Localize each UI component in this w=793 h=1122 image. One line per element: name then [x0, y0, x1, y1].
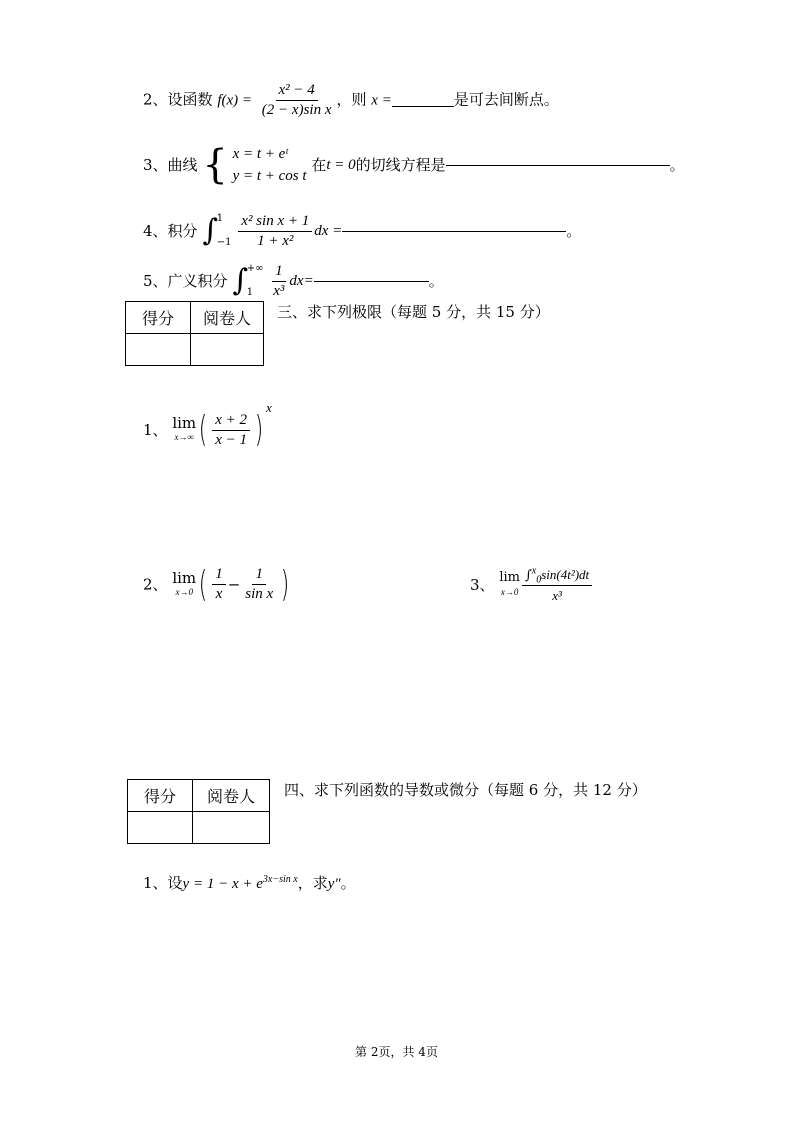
- q4-numerator: x² sin x + 1: [238, 213, 312, 232]
- p2-a-denominator: x: [215, 586, 223, 602]
- p1-number: 1、: [143, 421, 168, 439]
- small-integral-sign: ∫: [524, 568, 532, 583]
- q4-number: 4、积分: [143, 222, 198, 240]
- q4-upper-limit: 1: [216, 213, 224, 224]
- lim-subscript: x→∞: [174, 432, 194, 442]
- q5-answer-blank[interactable]: [314, 281, 429, 282]
- right-paren: ): [254, 409, 264, 450]
- question-2: [143, 82, 559, 119]
- p1-fraction: [212, 412, 250, 449]
- p2-number: 2、: [143, 575, 168, 594]
- limit-problem-3: [470, 566, 594, 604]
- q4-denominator: 1 + x²: [257, 232, 294, 249]
- score-cell[interactable]: [128, 812, 193, 844]
- q3-eq1: x = t + eᵗ: [232, 146, 288, 162]
- q2-answer-blank[interactable]: [392, 106, 454, 107]
- p2-fraction-b: [242, 566, 276, 603]
- p3-int-lower: 0: [536, 574, 542, 586]
- q5-lower-limit: 1: [246, 287, 254, 298]
- q2-x-equals: x =: [371, 92, 392, 109]
- q3-answer-blank[interactable]: [446, 165, 670, 166]
- score-header: 得分: [128, 780, 193, 812]
- q2-numerator: x² − 4: [276, 82, 318, 101]
- score-cell[interactable]: [126, 334, 191, 366]
- lim-label: lim: [172, 568, 197, 587]
- q2-number: 2、设函数: [143, 90, 213, 109]
- p2-minus: −: [227, 575, 241, 594]
- q5-limits: [247, 262, 264, 300]
- left-paren: (: [198, 563, 208, 605]
- p1-numerator: x + 2: [212, 412, 250, 431]
- p3-number: 3、: [470, 576, 495, 594]
- q4-fraction: [238, 213, 312, 250]
- s4p1-end: 。: [340, 874, 356, 892]
- s4p1-tail: ，求: [297, 874, 328, 892]
- q4-lower-limit: −1: [216, 237, 232, 248]
- q5-upper-limit: +∞: [246, 263, 264, 274]
- reviewer-header: 阅卷人: [193, 780, 270, 812]
- reviewer-cell[interactable]: [193, 812, 270, 844]
- limit-problem-2: [143, 563, 292, 605]
- s4p1-number: 1、设: [143, 874, 183, 892]
- question-3: [143, 143, 685, 187]
- q3-end: 。: [669, 156, 685, 174]
- p3-numerator: [522, 566, 592, 586]
- p1-limit: [172, 416, 196, 444]
- q5-dx: dx=: [289, 273, 314, 289]
- q2-mid: ，则: [336, 90, 367, 109]
- left-paren: (: [198, 409, 208, 450]
- reviewer-header: 阅卷人: [191, 302, 264, 334]
- section4-title: 四、求下列函数的导数或微分（每题 6 分，共 12 分）: [284, 781, 647, 799]
- q3-number: 3、曲线: [143, 156, 198, 174]
- integral-sign: ∫: [232, 263, 248, 298]
- q2-function-label: f(x) =: [217, 92, 253, 109]
- p3-integrand: sin(4t²)dt: [541, 567, 590, 582]
- page-footer: 第 2页，共 4页: [355, 1045, 438, 1059]
- q4-limits: [217, 212, 232, 250]
- derivative-problem-1: [143, 873, 356, 894]
- integral-sign: ∫: [202, 213, 218, 248]
- p1-exponent: x: [266, 400, 272, 415]
- score-header: 得分: [126, 302, 191, 334]
- p3-denominator: x³: [552, 588, 562, 603]
- q4-end: 。: [566, 222, 582, 240]
- q3-system: [233, 143, 307, 187]
- q5-fraction: [270, 263, 287, 300]
- question-5: [143, 262, 444, 300]
- q4-dx: dx =: [314, 223, 343, 239]
- question-4: [143, 212, 581, 250]
- section3-score-table: [125, 301, 264, 366]
- section4-score-table: [127, 779, 270, 844]
- q3-mid: 在: [311, 156, 327, 174]
- q3-eq2: y = t + cos t: [232, 168, 307, 184]
- s4p1-second-derivative: y″: [327, 876, 341, 892]
- q3-brace: {: [202, 142, 228, 188]
- s4p1-exponent: 3x−sin x: [262, 874, 298, 885]
- q5-numerator: 1: [272, 263, 286, 282]
- lim-label: lim: [499, 570, 520, 585]
- q5-number: 5、广义积分: [143, 272, 228, 290]
- q5-end: 。: [428, 272, 444, 290]
- limit-problem-1: [143, 398, 272, 449]
- p1-denominator: x − 1: [215, 431, 247, 448]
- s4p1-equation: y = 1 − x + e: [182, 876, 263, 892]
- reviewer-cell[interactable]: [191, 334, 264, 366]
- q2-denominator: (2 − x)sin x: [261, 102, 332, 118]
- q3-tail: 的切线方程是: [355, 156, 446, 174]
- p3-limit: [499, 571, 520, 599]
- lim-label: lim: [172, 414, 197, 432]
- p2-limit: [172, 568, 197, 599]
- p2-fraction-a: [212, 566, 226, 603]
- right-paren: ): [281, 563, 290, 605]
- q2-fraction: [259, 82, 335, 119]
- q2-tail: 是可去间断点。: [453, 90, 559, 109]
- section3-title: 三、求下列极限（每题 5 分，共 15 分）: [277, 303, 550, 321]
- q3-t0: t = 0: [326, 157, 356, 173]
- q5-denominator: x³: [273, 282, 285, 299]
- p3-fraction: [522, 566, 592, 604]
- p3-int-upper: x: [531, 565, 537, 577]
- p2-b-denominator: sin x: [245, 586, 274, 602]
- lim-subscript: x→0: [175, 586, 193, 597]
- lim-subscript: x→0: [500, 587, 519, 597]
- q4-answer-blank[interactable]: [342, 231, 566, 232]
- p2-a-numerator: 1: [212, 566, 226, 585]
- p2-b-numerator: 1: [252, 566, 266, 585]
